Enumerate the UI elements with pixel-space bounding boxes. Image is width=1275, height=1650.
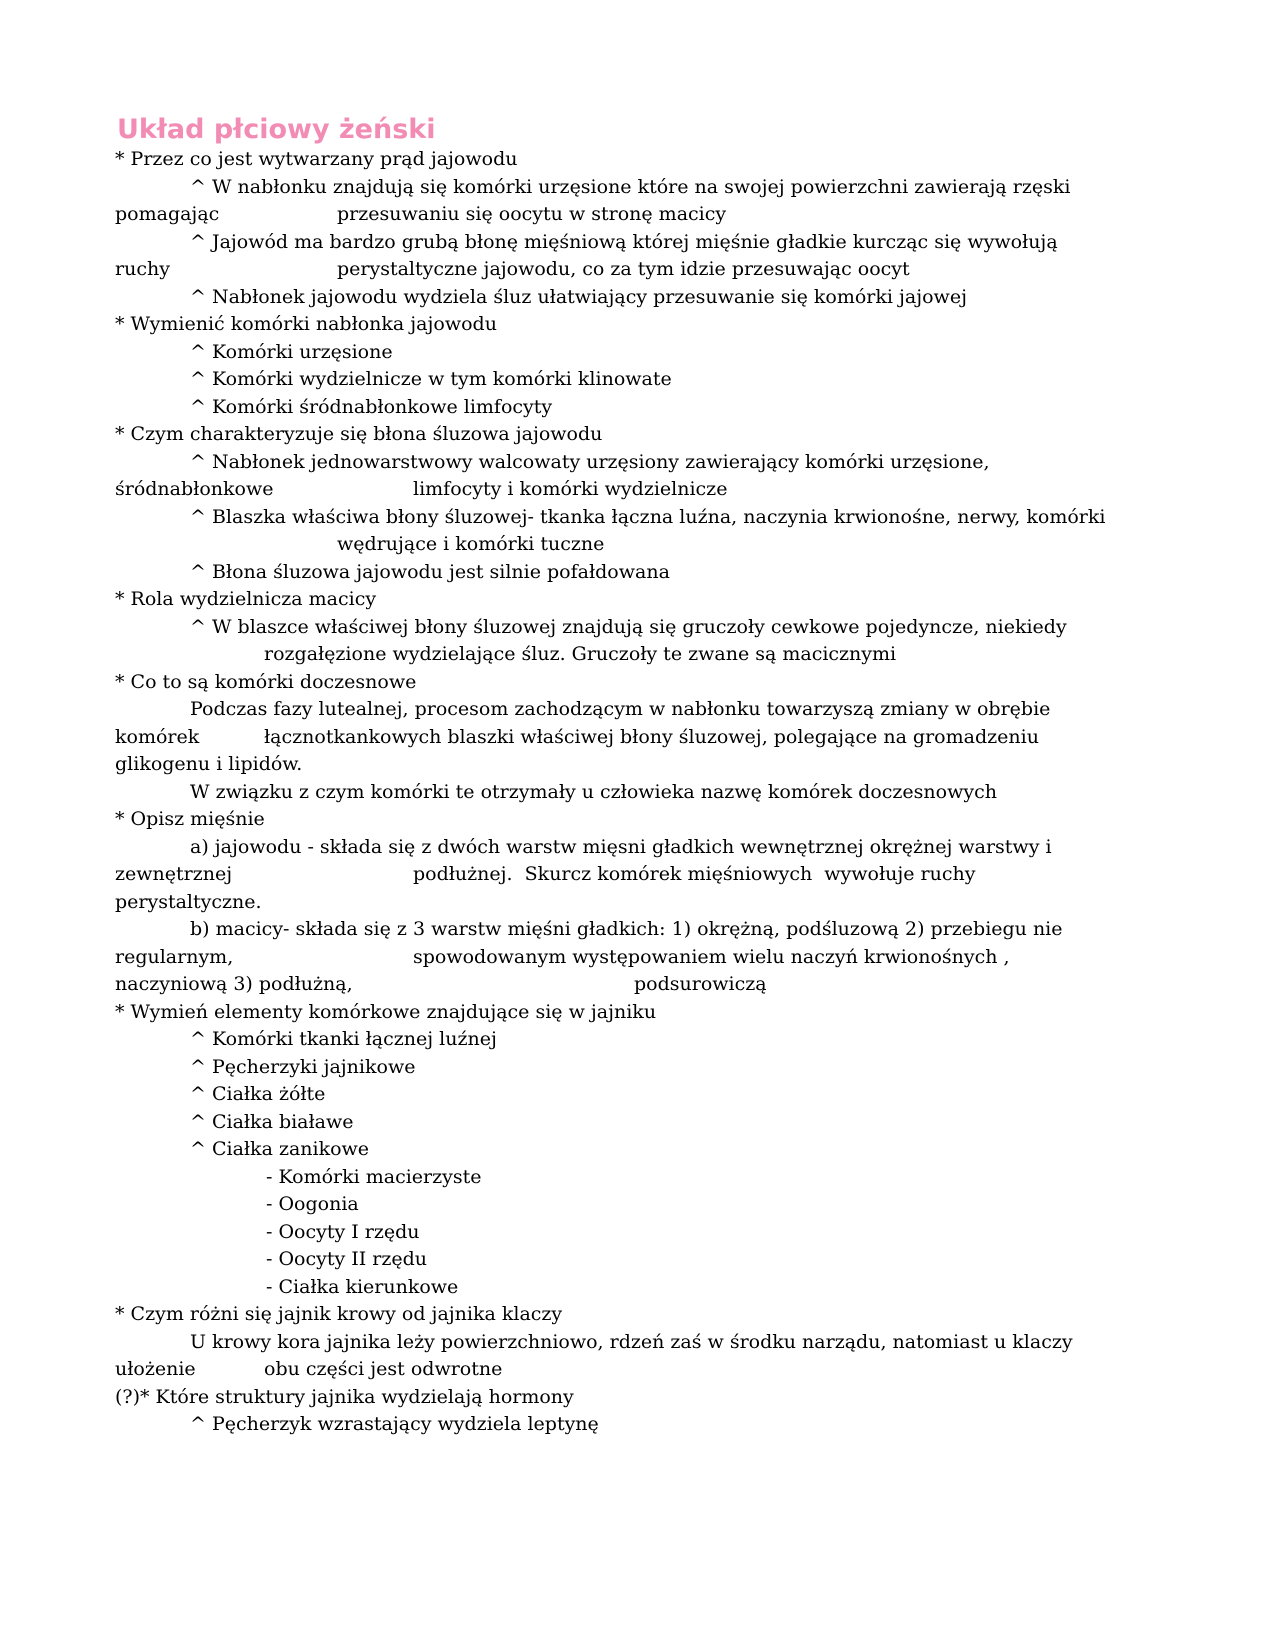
answer-continuation: ruchy xyxy=(115,258,170,280)
answer-bullet: ^ Komórki śródnabłonkowe limfocyty xyxy=(190,396,553,418)
answer-bullet: ^ W blaszce właściwej błony śluzowej znajdują się gruczoły cewkowe pojedyncze, niekiedy xyxy=(190,616,1067,638)
answer-bullet: ^ W nabłonku znajdują się komórki urzęsione które na swojej powierzchni zawierają rzęski xyxy=(190,176,1071,198)
answer-subitem: - Komórki macierzyste xyxy=(266,1166,482,1188)
question-heading: * Wymienić komórki nabłonka jajowodu xyxy=(115,313,497,335)
answer-continuation: limfocyty i komórki wydzielnicze xyxy=(413,478,728,500)
answer-paragraph: b) macicy- składa się z 3 warstw mięśni gładkich: 1) okrężną, podśluzową 2) przebiegu nie xyxy=(190,918,1063,940)
answer-continuation: ułożenie xyxy=(115,1358,196,1380)
answer-subitem: - Ciałka kierunkowe xyxy=(266,1276,459,1298)
answer-continuation: regularnym, xyxy=(115,946,234,968)
answer-bullet: ^ Komórki tkanki łącznej luźnej xyxy=(190,1028,497,1050)
answer-paragraph: U krowy kora jajnika leży powierzchniowo, rdzeń zaś w środku narządu, natomiast u klaczy xyxy=(190,1331,1073,1353)
answer-continuation: perystaltyczne. xyxy=(115,891,262,913)
answer-bullet: ^ Błona śluzowa jajowodu jest silnie pofałdowana xyxy=(190,561,670,583)
answer-paragraph: W związku z czym komórki te otrzymały u człowieka nazwę komórek doczesnowych xyxy=(190,781,997,803)
answer-continuation: podsurowiczą xyxy=(634,973,767,995)
question-heading: * Czym różni się jajnik krowy od jajnika klaczy xyxy=(115,1303,563,1325)
answer-continuation: wędrujące i komórki tuczne xyxy=(337,533,605,555)
answer-bullet: ^ Komórki urzęsione xyxy=(190,341,393,363)
answer-continuation: śródnabłonkowe xyxy=(115,478,274,500)
answer-subitem: - Oogonia xyxy=(266,1193,359,1215)
answer-bullet: ^ Pęcherzyk wzrastający wydziela leptynę xyxy=(190,1413,599,1435)
answer-bullet: ^ Ciałka zanikowe xyxy=(190,1138,370,1160)
answer-continuation: podłużnej. Skurcz komórek mięśniowych wywołuje ruchy xyxy=(413,863,976,885)
answer-bullet: ^ Jajowód ma bardzo grubą błonę mięśniową której mięśnie gładkie kurcząc się wywołują xyxy=(190,231,1058,253)
answer-bullet: ^ Nabłonek jajowodu wydziela śluz ułatwiający przesuwanie się komórki jajowej xyxy=(190,286,967,308)
answer-bullet: ^ Nabłonek jednowarstwowy walcowaty urzęsiony zawierający komórki urzęsione, xyxy=(190,451,990,473)
answer-continuation: łącznotkankowych blaszki właściwej błony śluzowej, polegające na gromadzeniu xyxy=(264,726,1039,748)
question-heading: * Wymień elementy komórkowe znajdujące się w jajniku xyxy=(115,1001,657,1023)
question-heading: * Przez co jest wytwarzany prąd jajowodu xyxy=(115,148,518,170)
answer-bullet: ^ Ciałka białawe xyxy=(190,1111,354,1133)
answer-continuation: naczyniową 3) podłużną, xyxy=(115,973,353,995)
answer-bullet: ^ Komórki wydzielnicze w tym komórki klinowate xyxy=(190,368,672,390)
answer-continuation: rozgałęzione wydzielające śluz. Gruczoły te zwane są macicznymi xyxy=(264,643,897,665)
question-heading: * Co to są komórki doczesnowe xyxy=(115,671,417,693)
answer-paragraph: a) jajowodu - składa się z dwóch warstw mięsni gładkich wewnętrznej okrężnej warstwy i xyxy=(190,836,1052,858)
question-heading: * Rola wydzielnicza macicy xyxy=(115,588,377,610)
question-heading: * Opisz mięśnie xyxy=(115,808,265,830)
answer-continuation: komórek xyxy=(115,726,200,748)
document-title: Układ płciowy żeński xyxy=(117,114,436,145)
answer-subitem: - Oocyty I rzędu xyxy=(266,1221,420,1243)
answer-continuation: przesuwaniu się oocytu w stronę macicy xyxy=(337,203,727,225)
answer-bullet: ^ Blaszka właściwa błony śluzowej- tkanka łączna luźna, naczynia krwionośne, nerwy, komórki xyxy=(190,506,1106,528)
answer-subitem: - Oocyty II rzędu xyxy=(266,1248,428,1270)
answer-paragraph: Podczas fazy lutealnej, procesom zachodzącym w nabłonku towarzyszą zmiany w obrębie xyxy=(190,698,1051,720)
answer-continuation: zewnętrznej xyxy=(115,863,233,885)
answer-bullet: ^ Ciałka żółte xyxy=(190,1083,326,1105)
answer-continuation: pomagając xyxy=(115,203,220,225)
question-heading: (?)* Które struktury jajnika wydzielają hormony xyxy=(115,1386,574,1408)
question-heading: * Czym charakteryzuje się błona śluzowa jajowodu xyxy=(115,423,603,445)
answer-continuation: spowodowanym występowaniem wielu naczyń krwionośnych , xyxy=(413,946,1010,968)
answer-continuation: obu części jest odwrotne xyxy=(264,1358,503,1380)
answer-continuation: glikogenu i lipidów. xyxy=(115,753,303,775)
answer-continuation: perystaltyczne jajowodu, co za tym idzie przesuwając oocyt xyxy=(337,258,910,280)
answer-bullet: ^ Pęcherzyki jajnikowe xyxy=(190,1056,416,1078)
